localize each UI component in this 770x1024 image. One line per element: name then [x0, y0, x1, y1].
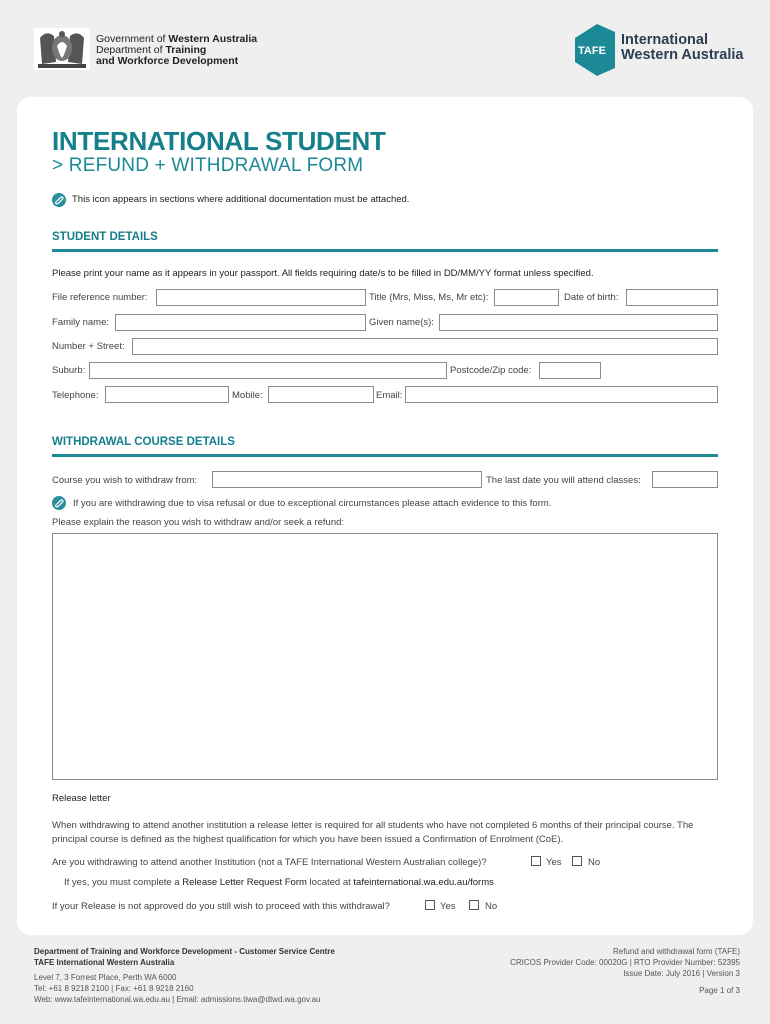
q2-yes-label: Yes — [440, 901, 456, 912]
mobile-field[interactable] — [268, 386, 374, 403]
title-label: Title (Mrs, Miss, Ms, Mr etc): — [369, 292, 489, 303]
section-divider — [52, 249, 718, 252]
last-date-label: The last date you will attend classes: — [486, 475, 641, 486]
email-field[interactable] — [405, 386, 718, 403]
date-of-birth-label: Date of birth: — [564, 292, 619, 303]
file-reference-label: File reference number: — [52, 292, 148, 303]
page-number: Page 1 of 3 — [699, 986, 740, 995]
visa-note: If you are withdrawing due to visa refusal or due to exceptional circumstances please attach evidence to this form. — [73, 498, 552, 509]
given-names-field[interactable] — [439, 314, 718, 331]
suburb-field[interactable] — [89, 362, 447, 379]
footer-form-info: Refund and withdrawal form (TAFE) CRICOS Provider Code: 00020G | RTO Provider Number: 52395 Issue Date: July 2016 | Version 3 Page 1 of 3 — [510, 947, 740, 995]
q1-yes-label: Yes — [546, 857, 562, 868]
mobile-label: Mobile: — [232, 390, 263, 401]
gov-wa-text: Government of Western Australia Department of Training and Workforce Development — [96, 33, 258, 67]
question-proceed-withdrawal: If your Release is not approved do you still wish to proceed with this withdrawal? — [52, 901, 390, 912]
postcode-field[interactable] — [539, 362, 601, 379]
reason-label: Please explain the reason you wish to withdraw and/or seek a refund: — [52, 517, 345, 528]
release-letter-paragraph: When withdrawing to attend another institution a release letter is required for all students who have not completed 6 months of their principal course. The principal course is defined as the highest qualification for which you have been issued a Confirmation of Enrolment (CoE). — [52, 820, 694, 845]
telephone-label: Telephone: — [52, 390, 99, 401]
title-field[interactable] — [494, 289, 559, 306]
footer-contact: Department of Training and Workforce Development - Customer Service Centre TAFE International Western Australia Level 7, 3 Forrest Place, Perth WA 6000 Tel: +61 8 9218 2100 | Fax: +61 8 9218 2160 Web: www.tafeinternational.wa.edu.au | Email: admissions.tiwa@dtwd.wa.gov.au — [34, 947, 335, 1004]
paperclip-icon — [52, 193, 66, 207]
family-name-field[interactable] — [115, 314, 366, 331]
student-instruction: Please print your name as it appears in your passport. All fields requiring date/s to be filled in DD/MM/YY format unless specified. — [52, 268, 594, 279]
q1-yes-checkbox[interactable] — [531, 856, 541, 866]
postcode-label: Postcode/Zip code: — [450, 365, 532, 376]
tafe-international-logo — [575, 24, 755, 76]
section-heading-student-details: STUDENT DETAILS — [52, 231, 158, 243]
reason-textarea[interactable] — [52, 533, 718, 780]
release-form-note: If yes, you must complete a Release Letter Request Form located at tafeinternational.wa.edu.au/forms — [64, 877, 494, 888]
section-divider — [52, 454, 718, 457]
q1-no-label: No — [588, 857, 601, 868]
gov-wa-logo — [34, 28, 294, 70]
telephone-field[interactable] — [105, 386, 229, 403]
q2-yes-checkbox[interactable] — [425, 900, 435, 910]
q2-no-label: No — [485, 901, 498, 912]
page-title: INTERNATIONAL STUDENT — [52, 126, 386, 156]
street-label: Number + Street: — [52, 341, 125, 352]
release-letter-request-form-link[interactable]: Release Letter Request Form — [182, 877, 307, 888]
course-label: Course you wish to withdraw from: — [52, 475, 198, 486]
file-reference-field[interactable] — [156, 289, 366, 306]
family-name-label: Family name: — [52, 317, 110, 328]
svg-text:TAFE: TAFE — [578, 45, 606, 57]
paperclip-icon — [52, 496, 66, 510]
date-of-birth-field[interactable] — [626, 289, 718, 306]
course-field[interactable] — [212, 471, 482, 488]
tafe-international-name: International Western Australia — [621, 32, 744, 63]
question-other-institution: Are you withdrawing to attend another Institution (not a TAFE International Western Australian college)? — [52, 857, 487, 868]
tafe-logo-icon — [575, 24, 615, 76]
email-label: Email: — [376, 390, 403, 401]
wa-crest-icon — [34, 28, 90, 70]
form-card — [17, 97, 753, 935]
page-subtitle: > REFUND + WITHDRAWAL FORM — [52, 155, 364, 176]
q1-no-checkbox[interactable] — [572, 856, 582, 866]
given-names-label: Given name(s): — [369, 317, 434, 328]
release-letter-heading: Release letter — [52, 793, 111, 804]
q2-no-checkbox[interactable] — [469, 900, 479, 910]
last-date-field[interactable] — [652, 471, 718, 488]
suburb-label: Suburb: — [52, 365, 86, 376]
forms-url-link[interactable]: tafeinternational.wa.edu.au/forms — [353, 877, 494, 888]
street-field[interactable] — [132, 338, 718, 355]
section-heading-withdrawal: WITHDRAWAL COURSE DETAILS — [52, 436, 235, 448]
